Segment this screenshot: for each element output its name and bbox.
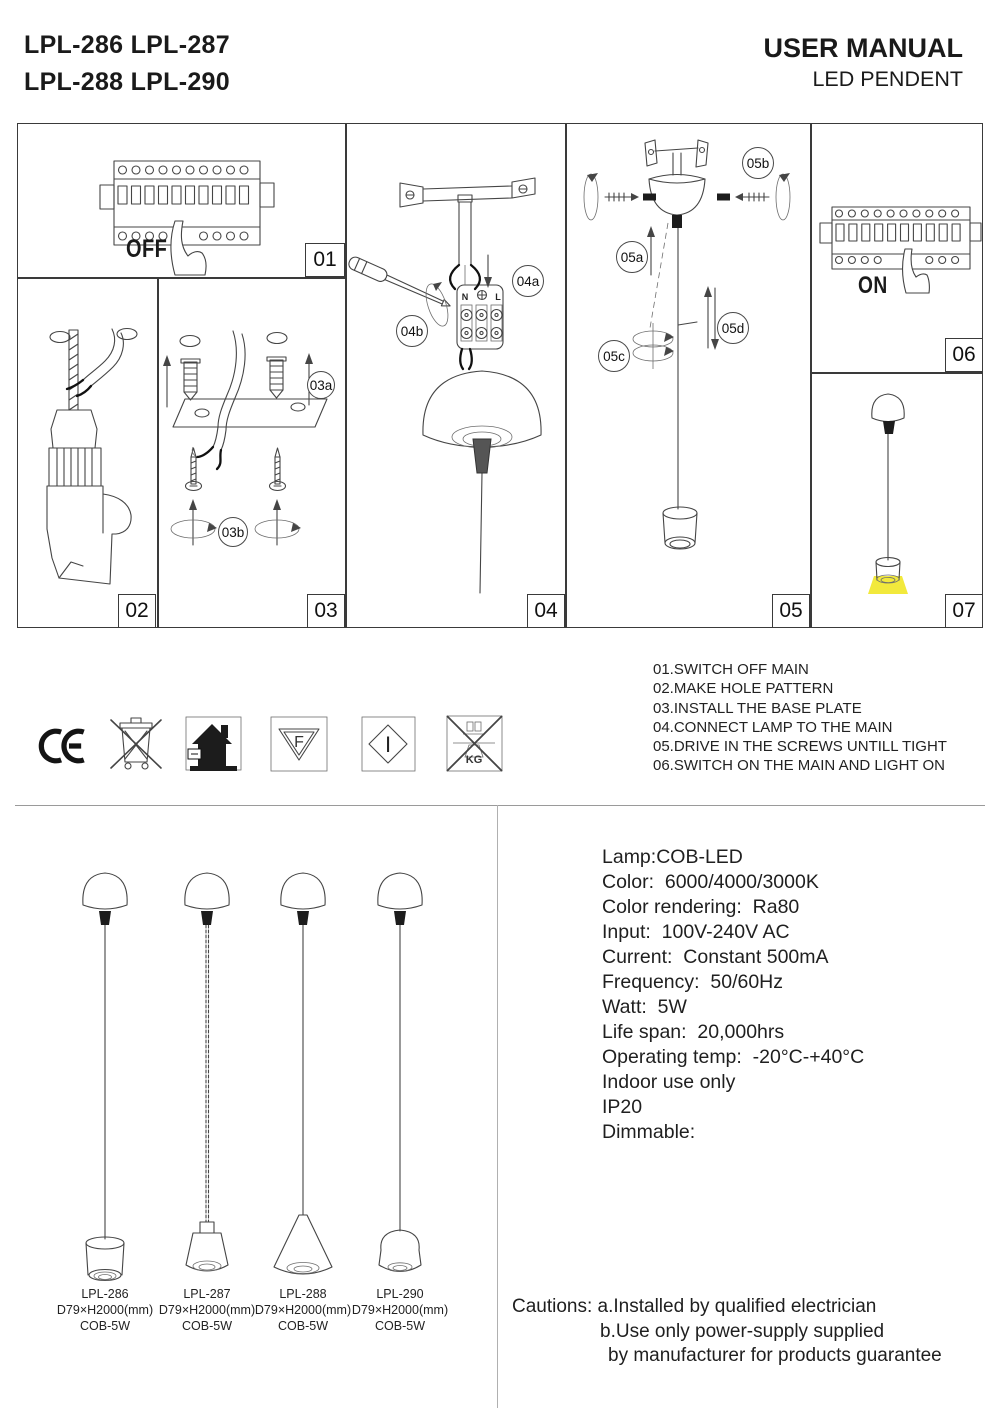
spec-ip-rating: IP20 — [602, 1096, 643, 1118]
step-2: 02.MAKE HOLE PATTERN — [653, 680, 834, 698]
f-mark-letter: F — [294, 734, 304, 751]
light-glow — [868, 576, 908, 594]
product-power: COB-5W — [80, 1319, 130, 1333]
no-weight-icon — [445, 712, 505, 776]
indoor-use-icon — [185, 716, 242, 773]
product-model: LPL-286 — [81, 1287, 129, 1301]
page-subtitle: LED PENDENT — [812, 67, 963, 91]
step-5: 05.DRIVE IN THE SCREWS UNTILL TIGHT — [653, 738, 947, 756]
pointing-hand-icon — [171, 221, 206, 275]
specifications-list — [602, 845, 864, 1145]
breaker-off-label: OFF — [126, 235, 168, 263]
pendant-drawing-lpl-288 — [253, 865, 353, 1285]
model-line-2: LPL-288 LPL-290 — [24, 68, 230, 96]
callout-05c: 05c — [598, 340, 630, 372]
callout-04b: 04b — [396, 315, 428, 347]
product-power: COB-5W — [278, 1319, 328, 1333]
installation-steps — [653, 660, 947, 776]
panel-number-07: 07 — [945, 594, 983, 628]
canopy-screws-drawing — [565, 123, 810, 628]
callout-03a: 03a — [307, 371, 335, 399]
spec-color-rendering: Color rendering: Ra80 — [602, 896, 800, 918]
f-mark-icon — [270, 716, 328, 773]
step-4: 04.CONNECT LAMP TO THE MAIN — [653, 718, 893, 736]
product-label-lpl-290 — [340, 1286, 460, 1334]
caution-line-3: by manufacturer for products guarantee — [608, 1345, 942, 1366]
base-plate-drawing — [157, 277, 345, 628]
pointing-hand-icon — [902, 249, 929, 293]
spec-dimmable: Dimmable: — [602, 1121, 696, 1143]
panel-number-05: 05 — [772, 594, 810, 628]
caution-line-2: b.Use only power-supply supplied — [600, 1321, 885, 1342]
weee-bin-icon — [108, 712, 164, 776]
product-power: COB-5W — [375, 1319, 425, 1333]
panel-number-02: 02 — [118, 594, 156, 628]
ce-mark-icon — [35, 723, 89, 769]
panel-number-01: 01 — [305, 243, 345, 277]
product-power: COB-5W — [182, 1319, 232, 1333]
terminal-n-label: N — [461, 292, 469, 302]
callout-05d: 05d — [717, 312, 749, 344]
class-i-letter: I — [384, 732, 392, 757]
pendant-drawing-lpl-290 — [350, 865, 450, 1285]
spec-current: Current: Constant 500mA — [602, 946, 829, 968]
step-3: 03.INSTALL THE BASE PLATE — [653, 699, 862, 717]
spec-indoor-use: Indoor use only — [602, 1071, 736, 1093]
terminal-l-label: L — [495, 292, 501, 302]
product-size: D79×H2000(mm) — [351, 1303, 449, 1317]
panel-number-06: 06 — [945, 338, 983, 372]
step-6: 06.SWITCH ON THE MAIN AND LIGHT ON — [653, 757, 945, 775]
callout-05a: 05a — [616, 241, 648, 273]
circuit-breaker-on-drawing — [810, 123, 983, 372]
pendant-drawing-lpl-287 — [157, 865, 257, 1285]
spec-watt: Watt: 5W — [602, 996, 687, 1018]
caution-line-1: Cautions: a.Installed by qualified electrician — [512, 1296, 877, 1317]
drill-drawing — [17, 277, 157, 628]
breaker-on-label: ON — [858, 272, 888, 299]
callout-04a: 04a — [512, 265, 544, 297]
product-size: D79×H2000(mm) — [254, 1303, 352, 1317]
product-size: D79×H2000(mm) — [56, 1303, 154, 1317]
page-title: USER MANUAL — [763, 33, 963, 63]
vertical-divider — [497, 805, 498, 1408]
spec-operating-temp: Operating temp: -20°C-+40°C — [602, 1046, 865, 1068]
wiring-connection-drawing — [345, 123, 565, 628]
product-model: LPL-288 — [279, 1287, 327, 1301]
product-model: LPL-287 — [183, 1287, 231, 1301]
pendant-drawing-lpl-286 — [55, 865, 155, 1285]
spec-frequency: Frequency: 50/60Hz — [602, 971, 784, 993]
panel-number-03: 03 — [307, 594, 345, 628]
model-numbers-title — [24, 27, 230, 101]
step-1: 01.SWITCH OFF MAIN — [653, 661, 809, 678]
product-model: LPL-290 — [376, 1287, 424, 1301]
callout-05b: 05b — [742, 147, 774, 179]
pendant-light-on-drawing — [810, 372, 983, 628]
horizontal-divider — [15, 805, 985, 806]
spec-lamp: Lamp:COB-LED — [602, 846, 743, 868]
model-line-1: LPL-286 LPL-287 — [24, 31, 230, 59]
product-size: D79×H2000(mm) — [158, 1303, 256, 1317]
class-i-icon — [361, 716, 416, 773]
spec-color: Color: 6000/4000/3000K — [602, 871, 819, 893]
panel-number-04: 04 — [527, 594, 565, 628]
kg-letters: KG — [465, 754, 483, 766]
spec-input: Input: 100V-240V AC — [602, 921, 790, 943]
circuit-breaker-off-drawing — [17, 123, 345, 277]
spec-life-span: Life span: 20,000hrs — [602, 1021, 785, 1043]
callout-03b: 03b — [218, 517, 248, 547]
